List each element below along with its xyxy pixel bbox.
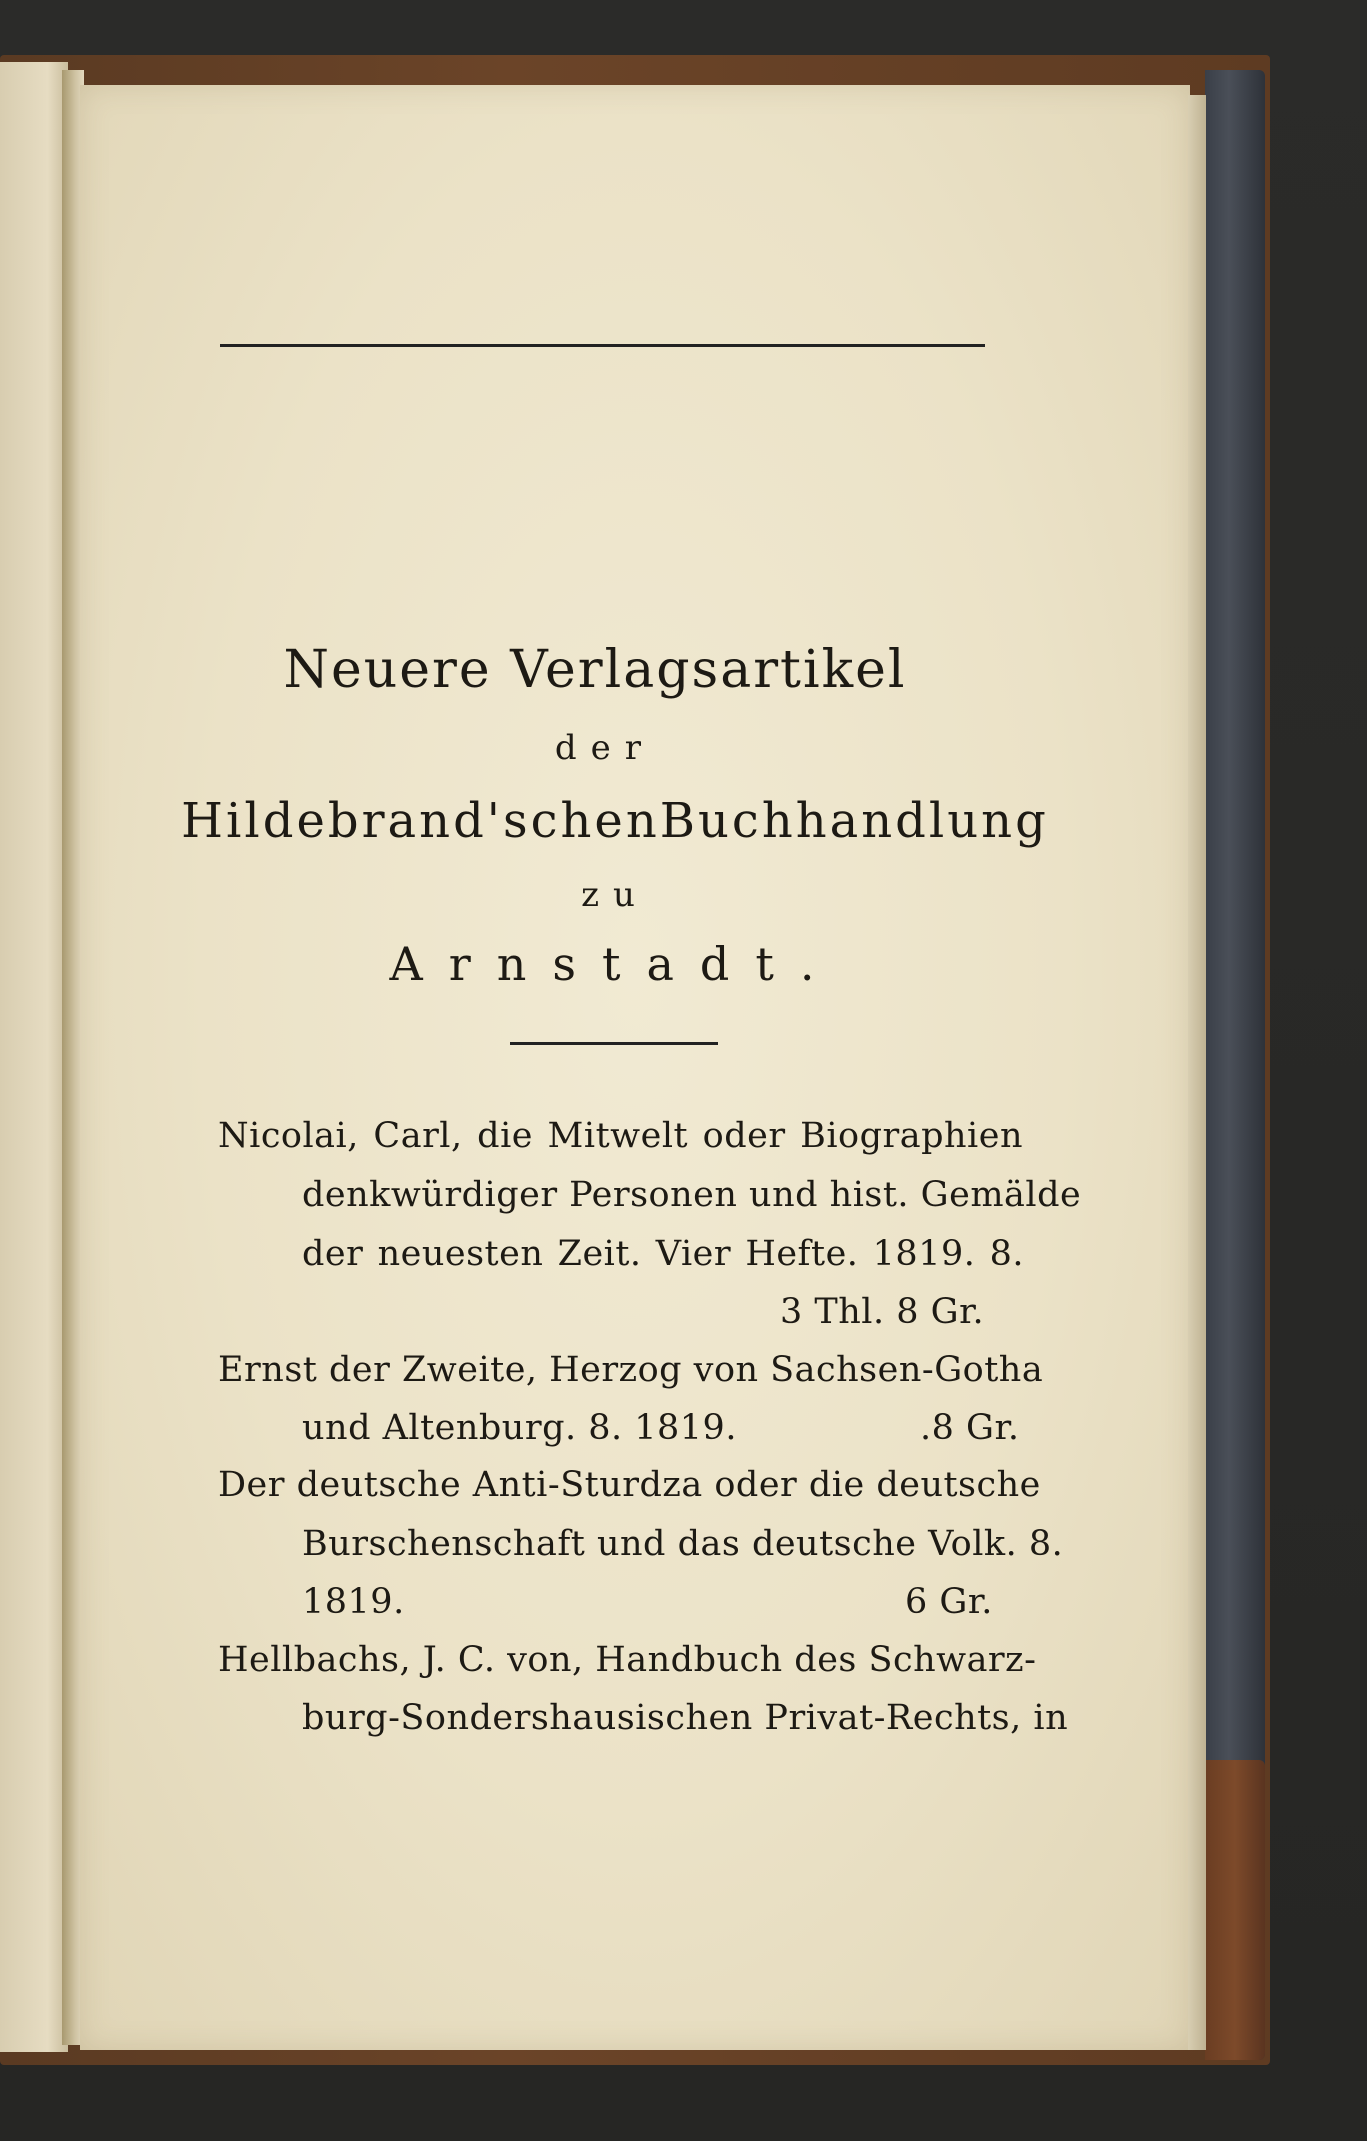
entry-1-line-3: der neuesten Zeit. Vier Hefte. 1819. 8. <box>302 1234 1024 1274</box>
title-zu: zu <box>581 875 649 915</box>
entry-1-line-2: denkwürdiger Personen und hist. Gemälde <box>302 1175 1082 1215</box>
entry-4-line-1: Hellbachs, J. C. von, Handbuch des Schwarz- <box>218 1640 1037 1680</box>
entry-1-line-1: Nicolai, Carl, die Mitwelt oder Biographien <box>218 1116 1023 1156</box>
entry-2-price: .8 Gr. <box>920 1408 1020 1448</box>
book-cover-corner <box>1205 1760 1265 2060</box>
entry-3-line-1: Der deutsche Anti-Sturdza oder die deutsche <box>218 1465 1041 1505</box>
page-title: Neuere Verlagsartikel <box>283 640 907 700</box>
page-edge <box>1188 95 1206 2050</box>
top-rule <box>220 344 985 347</box>
title-der: der <box>554 728 656 768</box>
entry-4-line-2: burg-Sondershausischen Privat-Rechts, in <box>302 1698 1069 1738</box>
entry-2-line-1: Ernst der Zweite, Herzog von Sachsen-Gotha <box>218 1350 1044 1390</box>
entry-3-line-3: 1819. <box>302 1582 405 1622</box>
entry-2-line-2: und Altenburg. 8. 1819. <box>302 1408 737 1448</box>
book-page <box>80 85 1190 2050</box>
entry-3-price: 6 Gr. <box>905 1582 993 1622</box>
section-rule <box>510 1042 718 1045</box>
publisher-name: Hildebrand'schenBuchhandlung <box>181 793 1049 849</box>
facing-page <box>0 62 68 2052</box>
entry-1-price: 3 Thl. 8 Gr. <box>780 1292 985 1332</box>
entry-3-line-2: Burschenschaft und das deutsche Volk. 8. <box>302 1524 1064 1564</box>
publisher-place: Arnstadt. <box>389 937 841 991</box>
